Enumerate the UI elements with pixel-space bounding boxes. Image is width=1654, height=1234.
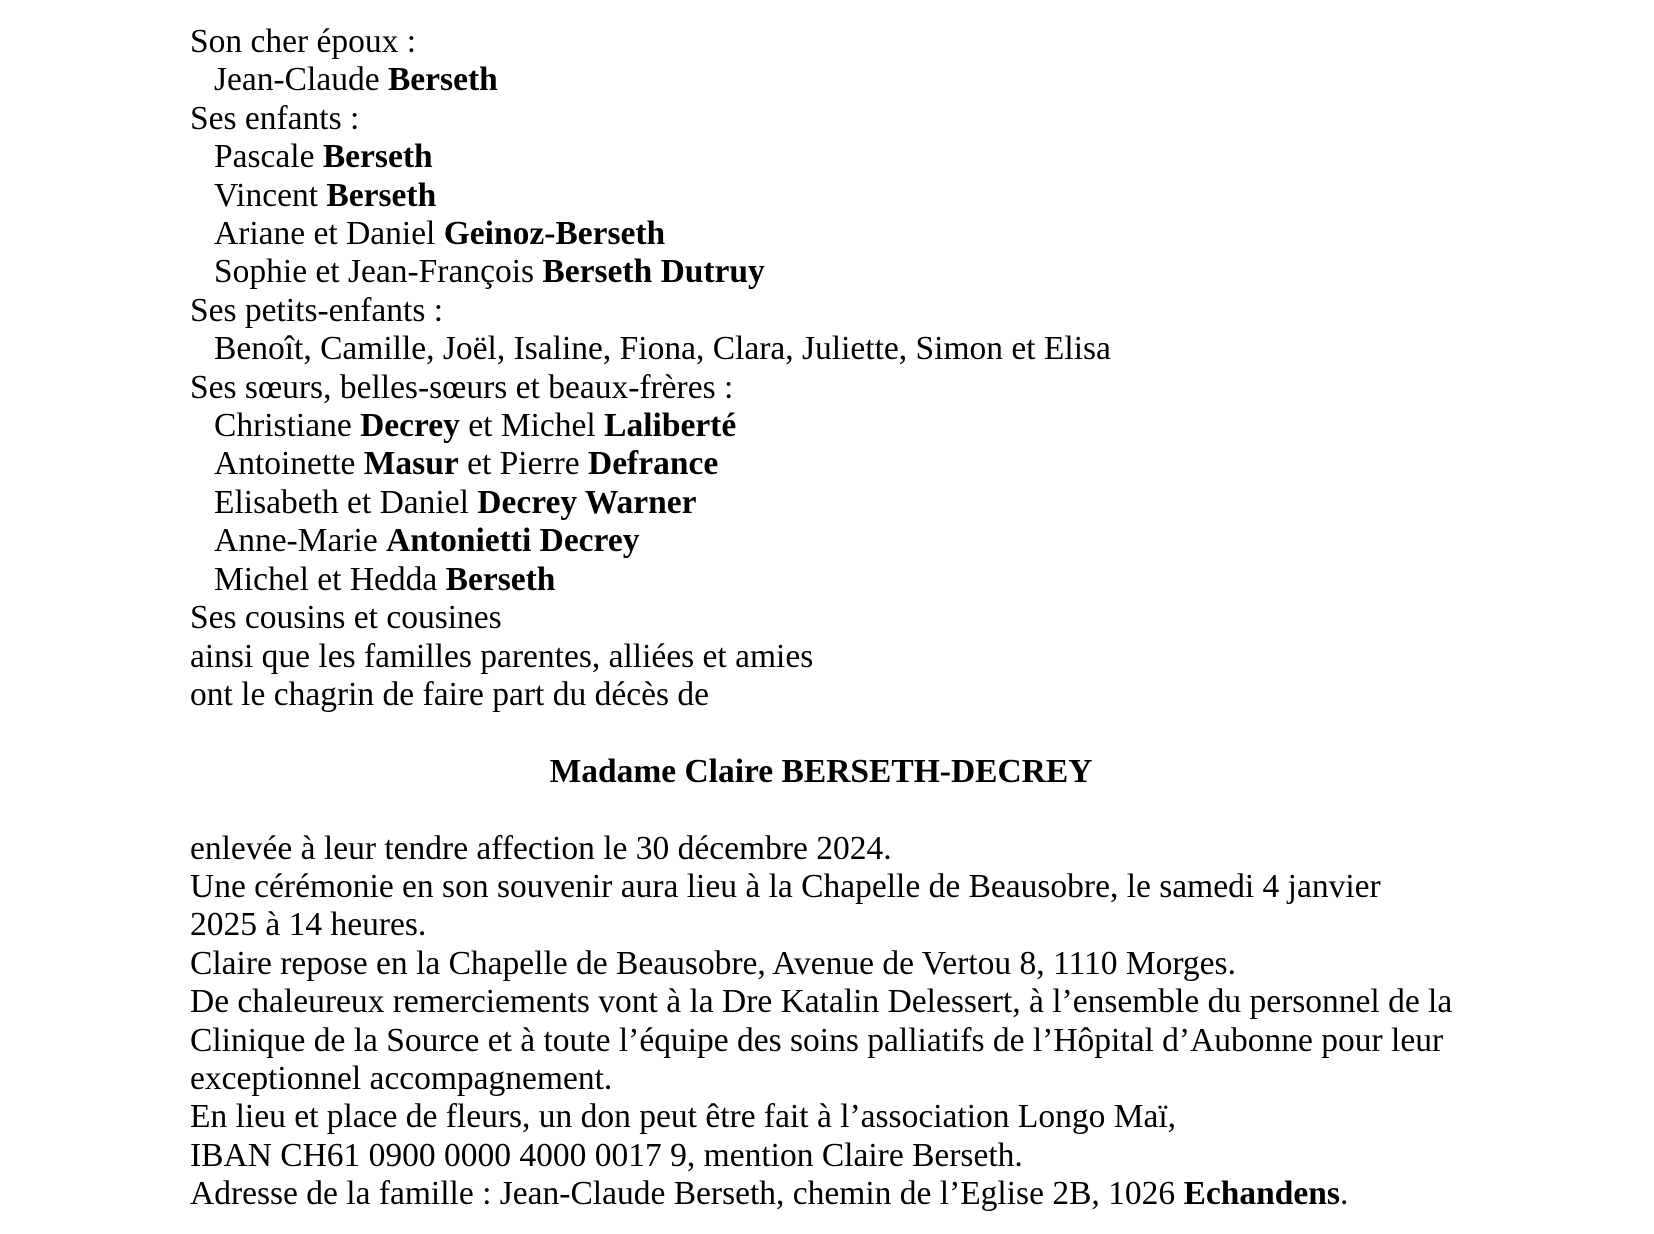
bold-name-segment: Decrey [360,407,460,445]
text-segment: Antoinette [214,445,364,483]
blank-line [190,791,1452,829]
text-line [190,1137,1452,1175]
text-segment: enlevée à leur tendre affection le 30 décembre 2024. [190,829,892,867]
text-segment: Ses petits-enfants : [190,291,444,329]
text-line [190,830,1452,868]
text-segment: et Pierre [458,445,588,483]
text-line [190,868,1452,906]
bold-name-segment: Defrance [588,445,719,483]
text-segment: Adresse de la famille : Jean-Claude Berseth, chemin de l’Eglise 2B, 1026 [190,1175,1184,1213]
bold-name-segment: Berseth [322,138,433,176]
text-line [190,983,1452,1021]
text-segment: Vincent [214,176,327,214]
bold-name-segment: Geinoz-Berseth [443,215,666,253]
text-line [190,1098,1452,1136]
text-segment: et Michel [459,407,605,445]
text-line [190,215,1452,253]
text-line [190,1060,1452,1098]
text-segment: Claire repose en la Chapelle de Beausobre, Avenue de Vertou 8, 1110 Morges. [190,944,1236,982]
family-section [190,23,1452,714]
text-line [190,561,1452,599]
text-line [190,445,1452,483]
text-segment: Jean-Claude [214,61,388,99]
text-segment: Ariane et Daniel [214,215,444,253]
deceased-name-heading: Madame Claire BERSETH-DECREY [549,752,1093,790]
text-line [190,484,1452,522]
text-line [190,369,1452,407]
text-segment: Michel et Hedda [214,560,446,598]
text-line [190,522,1452,560]
text-segment: Ses sœurs, belles-sœurs et beaux-frères : [190,368,734,406]
text-line [190,253,1452,291]
text-segment: De chaleureux remerciements vont à la Dre Katalin Delessert, à l’ensemble du personnel de la [190,983,1453,1021]
text-line [190,1022,1452,1060]
text-line [190,676,1452,714]
text-line [190,292,1452,330]
blank-line [190,714,1452,752]
text-segment: IBAN CH61 0900 0000 4000 0017 9, mention Claire Berseth. [190,1136,1023,1174]
text-line [190,906,1452,944]
text-line [190,330,1452,368]
text-segment: Son cher époux : [190,23,417,60]
bold-name-segment: Echandens [1183,1175,1340,1213]
bold-name-segment: Berseth [326,176,437,214]
text-segment: 2025 à 14 heures. [190,906,427,944]
text-segment: Pascale [214,138,323,176]
text-line [190,599,1452,637]
bold-name-segment: Masur [363,445,459,483]
text-segment: Anne-Marie [214,522,387,560]
text-segment: ainsi que les familles parentes, alliées et amies [190,637,814,675]
text-line [190,407,1452,445]
text-line [190,23,1452,61]
text-line [190,177,1452,215]
text-segment: En lieu et place de fleurs, un don peut être fait à l’association Longo Maï, [190,1098,1177,1136]
text-line [190,1175,1452,1213]
bold-name-segment: Berseth [387,61,498,99]
text-line [190,945,1452,983]
text-segment: ont le chagrin de faire part du décès de [190,675,710,713]
text-segment: Benoît, Camille, Joël, Isaline, Fiona, Clara, Juliette, Simon et Elisa [214,330,1111,368]
text-segment: exceptionnel accompagnement. [190,1059,613,1097]
text-segment: Clinique de la Source et à toute l’équipe des soins palliatifs de l’Hôpital d’Aubonne pour leur [190,1021,1444,1059]
bold-name-segment: Berseth Dutruy [542,253,765,291]
text-line [190,138,1452,176]
obituary-document [190,23,1452,1214]
bold-name-segment: Antonietti Decrey [386,522,640,560]
bold-name-segment: Berseth [445,560,556,598]
details-section [190,830,1452,1214]
bold-name-segment: Decrey Warner [477,483,697,521]
text-line [190,61,1452,99]
text-segment: Sophie et Jean-François [214,253,543,291]
text-segment: Elisabeth et Daniel [214,483,478,521]
text-line [190,100,1452,138]
text-segment: Ses enfants : [190,99,360,137]
text-segment: Une cérémonie en son souvenir aura lieu à la Chapelle de Beausobre, le samedi 4 janvier [190,867,1381,905]
text-segment: Ses cousins et cousines [190,599,502,637]
bold-name-segment: Laliberté [604,407,737,445]
text-segment: Christiane [214,407,361,445]
text-line [190,638,1452,676]
text-segment: . [1339,1175,1349,1213]
